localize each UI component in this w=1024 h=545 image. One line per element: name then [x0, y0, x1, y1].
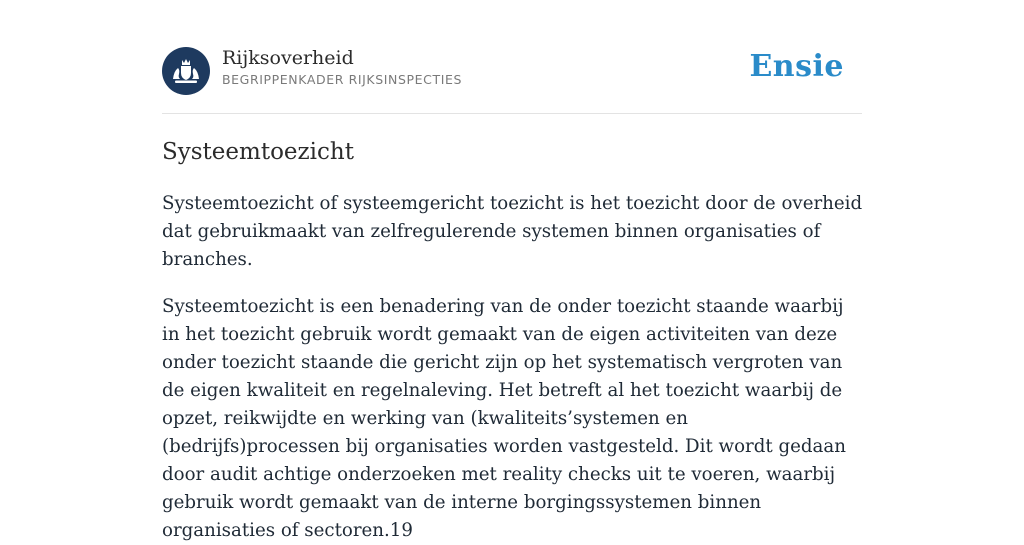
brand-name[interactable]: Rijksoverheid [222, 47, 354, 69]
article-paragraph-1: Systeemtoezicht of systeemgericht toezicht is het toezicht door de overheid dat gebruikmaakt van zelfregulerende systemen binnen organisaties of branches. [162, 193, 863, 270]
header [162, 46, 862, 96]
brand-subtitle: BEGRIPPENKADER RIJKSINSPECTIES [222, 72, 463, 87]
article-paragraph-2: Systeemtoezicht is een benadering van de onder toezicht staande waarbij in het toezicht gebruik wordt gemaakt van de eigen activiteiten van deze onder toezicht staande die gericht zijn op het systematisch vergroten van de eigen kwaliteit en regelnaleving. Het betreft al het toezicht waarbij de opzet, reikwijdte en werking van (kwaliteits’systemen en (bedrijfs)processen bij organisaties worden vastgesteld. Dit wordt gedaan door audit achtige onderzoeken met reality checks uit te voeren, waarbij gebruik wordt gemaakt van de interne borgingssystemen binnen organisaties of sectoren.19 [162, 296, 846, 541]
brand [222, 46, 462, 87]
crest-icon [170, 57, 202, 85]
ensie-logo[interactable]: Ensie [749, 49, 844, 84]
article-title: Systeemtoezicht [162, 139, 354, 165]
rijksoverheid-emblem-icon[interactable] [162, 47, 210, 95]
article [162, 134, 864, 545]
header-divider [162, 113, 862, 114]
